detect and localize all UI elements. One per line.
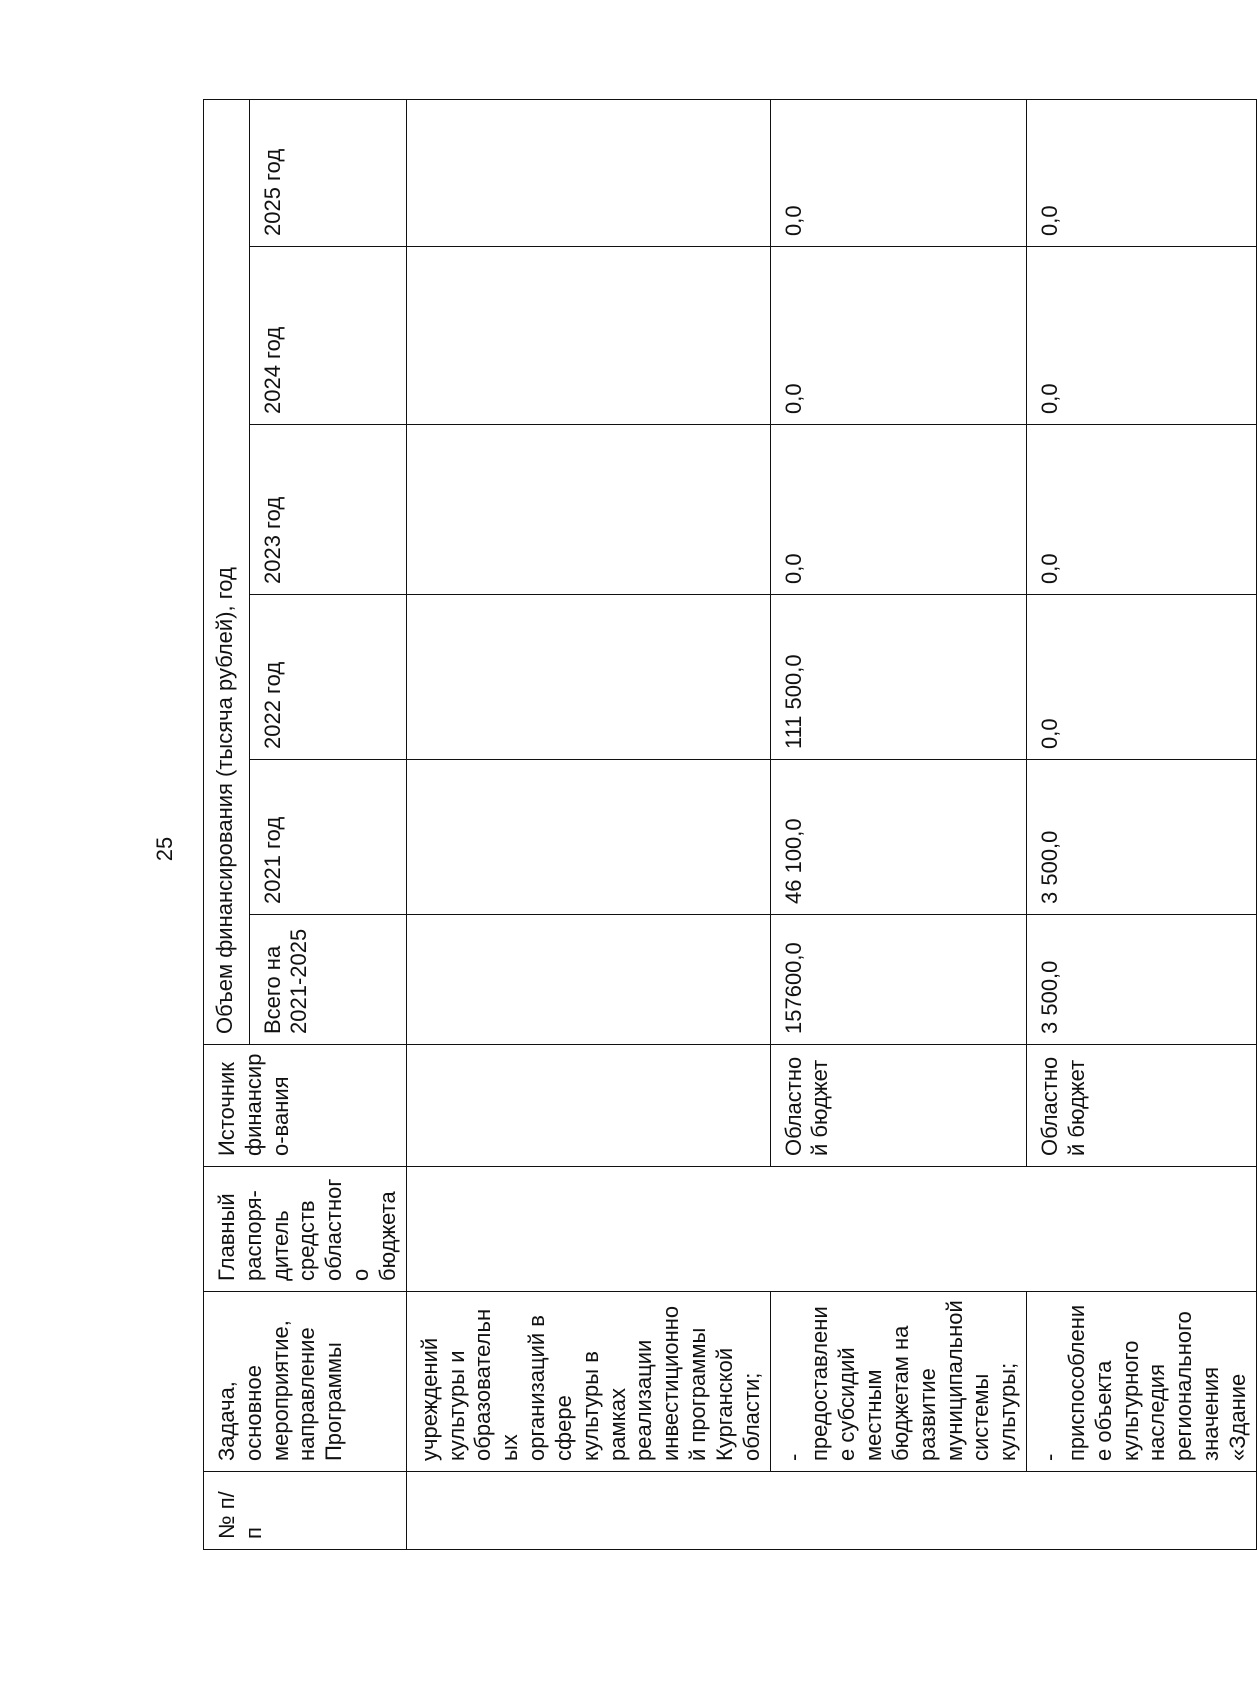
row-2-source: Областной бюджет <box>770 1045 1026 1167</box>
header-year-2024: 2024 год <box>249 247 406 425</box>
header-total: Всего на 2021-2025 <box>249 915 406 1045</box>
row-2-2023: 0,0 <box>770 425 1026 595</box>
financing-table <box>203 99 1257 1550</box>
header-year-2022: 2022 год <box>249 595 406 760</box>
row-manager-cell <box>406 1167 1256 1292</box>
row-1-2022 <box>406 595 770 760</box>
row-3-2021: 3 500,0 <box>1027 760 1257 915</box>
row-2-2022: 111 500,0 <box>770 595 1026 760</box>
financing-table-wrapper <box>203 100 1250 1550</box>
row-1-task: учреждений культуры и образовательных организаций в сфере культуры в рамках реализации инвестиционной программы Курганской области; <box>406 1292 770 1472</box>
row-3-source: Областной бюджет <box>1027 1045 1257 1167</box>
row-3-total: 3 500,0 <box>1027 915 1257 1045</box>
row-2-2025: 0,0 <box>770 99 1026 246</box>
header-num: № п/п <box>204 1472 407 1550</box>
row-3-task: - приспособление объекта культурного наследия регионального значения «Здание <box>1027 1292 1257 1472</box>
row-2-total: 157600,0 <box>770 915 1026 1045</box>
row-3-2023: 0,0 <box>1027 425 1257 595</box>
row-2-2024: 0,0 <box>770 247 1026 425</box>
row-1-2023 <box>406 425 770 595</box>
header-volume: Объем финансирования (тысяча рублей), год <box>204 99 250 1044</box>
row-1-2021 <box>406 760 770 915</box>
page-number: 25 <box>152 836 177 862</box>
row-num-cell <box>406 1472 1256 1550</box>
header-year-2021: 2021 год <box>249 760 406 915</box>
header-task: Задача, основное мероприятие, направление Программы <box>204 1292 407 1472</box>
row-1-2024 <box>406 247 770 425</box>
row-1-2025 <box>406 99 770 246</box>
row-3-2024: 0,0 <box>1027 247 1257 425</box>
row-2-task: - предоставление субсидий местным бюджетам на развитие муниципальной системы культуры; <box>770 1292 1026 1472</box>
header-source: Источник финансиро-вания <box>204 1045 407 1167</box>
header-manager: Главный распоря-дитель средств областного бюджета <box>204 1167 407 1292</box>
row-2-2021: 46 100,0 <box>770 760 1026 915</box>
row-3-2022: 0,0 <box>1027 595 1257 760</box>
header-year-2023: 2023 год <box>249 425 406 595</box>
row-3-2025: 0,0 <box>1027 99 1257 246</box>
row-1-source <box>406 1045 770 1167</box>
row-1-total <box>406 915 770 1045</box>
header-year-2025: 2025 год <box>249 99 406 246</box>
